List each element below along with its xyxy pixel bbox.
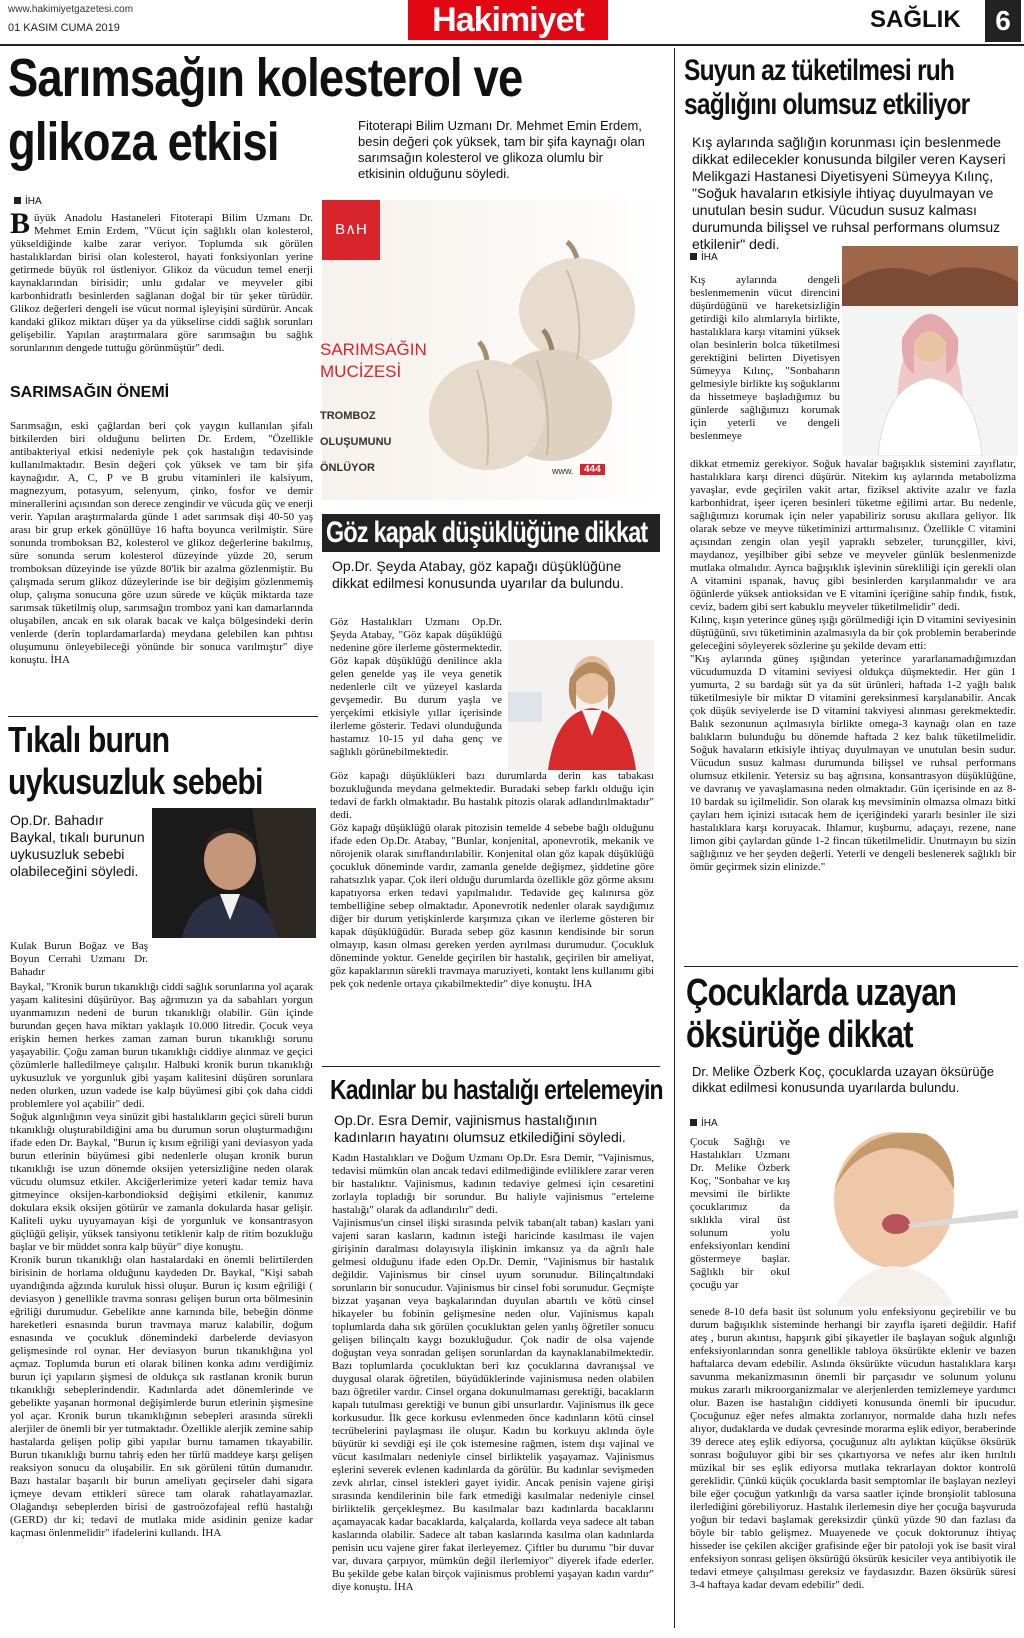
article-title-garlic-1: Sarımsağın kolesterol ve	[8, 48, 523, 108]
article-body-eyelid: Göz kapağı düşüklükleri bazı durumlarda derin kas tabakası bozukluğunda meydana gelmektedir. Buradaki sebep farklı olduğu için tedavi de farklı olmaktadır. Bu hastalık pitozis olarak adlandırılmaktadır" dedi. Göz kapağı düşüklüğü olarak pitozisin temelde 4 sebebe bağlı olduğunu ifade eden Op.Dr. Atabay, "Bunlar, konjenital, aponevrotik, mekanik ve nörojenik olarak sınıflandırılabilir. Konjenital olan göz kapak düşüklüğü çocukluk döneminde vardır, zamanla genelde değişmez, şiddetine göre rahatsızlık yapar. Çok ileri olduğu durumlarda özellikle göz görme aksını kapatıyorsa erken tedavi yapılmalıdır. Tedavide geç kalınırsa göz tembelliğine sebep olmaktadır. Aponevrotik nedenler olarak saydığımız diğer bir durum yetişkinlerde karşımıza çıkan ve ilerleme gösteren bir kapak düşüklüğüdür. Burada sebep göz kasının kendisinde bir sorun olmayıp, kasın olması gereken yerden ayrılması durumudur. Çocukluk döneminde yoktur. Genelde geçirilen bir hastalık, geçirilen bir ameliyat, göz kapaklarının sürekli travmaya maruziyeti, kontakt lens kullanımı gibi pek çok nedenle ortaya çıkabilmektedir" diye konuştu. İHA	[330, 770, 654, 990]
divider	[322, 1066, 660, 1067]
divider	[8, 716, 318, 717]
ad-word-1: TROMBOZ	[320, 410, 376, 422]
article-body-garlic-1	[10, 207, 313, 355]
paragraph: üyük Anadolu Hastaneleri Fitoterapi Bilim Uzmanı Dr. Mehmet Emin Erdem, "Vücut için sağlıklı olan kolesterol, yükseldiğinde kalbe zarar veriyor. Toplumda sık görülen hastalıklardan birisi olan kolesterol, hayati fonksiyonları yerine getirmede büyük rol üstleniyor. Glikoz da vücudun temel enerji kaynaklarından birisidir; unlu gıdalar ve meyveler gibi karbonhidratlı besinlerden sağlanan doğal bir tür şeker türüdür. Glikoz değerleri dengeli ise vücut normal işleyişini sürdürür. Ancak kandaki glikoz miktarı düşer ya da yükselirse ciddi sağlık sorunları gelişebilir. Yapılan araştırmalara göre sarımsağın bu sağlık sorunlarının dengede tuttuğu görünmüştür" dedi.	[10, 212, 313, 354]
child-photo	[796, 1120, 1018, 1306]
garlic-image	[417, 240, 657, 480]
newspaper-logo: Hakimiyet	[408, 0, 608, 40]
drop-cap: B	[10, 207, 31, 240]
source-tag: İHA	[14, 196, 42, 207]
ad-word-2: OLUŞUMUNU	[320, 436, 392, 448]
article-title-cough-1: Çocuklarda uzayan	[686, 972, 957, 1014]
article-body-nose: Baykal, "Kronik burun tıkanıklığı ciddi sağlık sorunlarına yol açarak yaşam kalitesini düşürüyor. Baş ağrımızın ya da sabahları yorgun uyanmamızın nedeni de burun tıkanıklığı olabilir. Gün içinde burundan geçen hava miktarı yaklaşık 10.000 litredir. Çocuk veya erişkin hemen herkes zaman zaman burun tıkanıklığı sorunu yaşayabilir. Çoğu zaman burun tıkanıklığı ciddiye alınmaz ve geçici çözümlerle halledilmeye çalışılır. Halbuki kronik burun tıkanıklığı uykusuzluk ve yorgunluk gibi yaşam kalitesini düşüren sorunlara neden olurken, uzun vadede ise kalp büyümesi gibi çok daha ciddi problemlere yol açabilir" dedi. Soğuk algınlığının veya sinüzit gibi hastalıkların geçici süreli burun tıkanıklığı oluşturabildiğini ama bu durumun sorun oluşturmadığını ifade eden Dr. Baykal, "Burun iç kısım eğriliği yani deviasyon yada burun etlerinin büyümesi gibi nedenlerle oluşan kronik burun tıkanıklığı ise uzun dönemde oksijen yetersizliğine neden olarak vücudu olumsuz etkiler. Akciğerlerimize yeteri kadar temiz hava gitmeyince oksijen-karbondioksid değişimi etkilenir, kanımız dokulara eksik oksijen götürür ve zamanla dokularda hasar gelişir. Kaliteli uyku uyuyamayan kişi de yorgunluk ve konsantrasyon güçlüğü gelişir, yüksek tansiyonu tetiklenir kalp de ritim bozukluğu başlar ve bir müddet sonra kalp büyür" diye konuştu. Kronik burun tıkanıklığı olan hastalardaki en önemli belirtilerden birisinin de horlama olduğunu kaydeden Dr. Baykal, "Kişi sabah uyandığında ağzında kuruluk hissi oluşur. Burun iç kısım eğriliği ( deviasyon ) genellikle travma sonrası gelişen burun orta bölmesinin eğriliği durumudur. Gebelikte anne karnında bile, bebeğin dönme hareketleri esnasında burun travmaya maruz kalabilir, doğum esnasında ve çocukluk dönemindeki darbelerde deviasyon gelişmesinde rol oynar. Her deviasyon burun tıkanıklığına yol açmaz. Toplumda burun eti olarak bilinen konka adını verdiğimiz burun içi yapıların şişmesi de oldukça sık rastlanan kronik burun tıkanıklığı sebeplerindendir. Kadınlarda adet dönemlerinde ve gebelikte yaşanan hormonal değişimlerde burun etlerinin şişmesine yol açar. Kronik burun tıkanıklığının sebepleri arasında sürekli alerjiler de önemli bir yer tutmaktadır. Özellikle alerjik zemine sahip hastalarda gelişen polip gibi yapılar burnu tamamen tıkayabilir. Burun tıkanıklığı burnu tahriş eden her türlü maddeye karşı gelişen reaksiyon sonucu da oluşabilir. En sık görüleni tütün dumanıdır. Bazı hastalar başarılı bir burun ameliyatı geçirseler dahi sigara içmeye devam ettikleri sürece tam olarak rahatlayamazlar. Olağandışı sebeplerden birisi de gastroözofajeal reflü hastalığı (GERD) dır ki; tedavi de mutlaka mide asidinin genize kadar kaçması önlenmelidir" ifadelerini kullandı. İHA	[10, 981, 313, 1539]
ad-word-3: ÖNLÜYOR	[320, 462, 375, 474]
issue-date: 01 KASIM CUMA 2019	[8, 22, 120, 34]
article-body-vaginismus: Kadın Hastalıkları ve Doğum Uzmanı Op.Dr. Esra Demir, "Vajinismus, tedavisi mümkün olan ancak tedavi edilmediğinde evliliklere zarar veren bir hastalıktır. Vajinismus, kadının tedaviye gelmesi için cesaretini zorlayla topladığı bir sorundur. Bu haliyle vajinismus "erteleme hastalığı" olarak da adlandırılır" dedi. Vajinismus'un cinsel ilişki sırasında pelvik taban(alt taban) kasları yani vajeni saran kasların, kadının isteği haricinde kasılması ile vajen girişinin daralması dolayısıyla ilişkinin imkansız ya da ağrılı hale gelmesi olduğunu ifade eden Op.Dr. Demir, "Vajinismus bir hastalık değildir. Vajinismus bir cinsel uyum sorunudur. Bilinçaltındaki sorunların bir sonucudur. Vajinismus bir cinsel fobi sorunudur. Geçmişte bizzat yaşanan veya başkalarından duyulan abartılı ve kötü cinsel hikayeler bu fobinin gelişmesine neden olur. Vajinismus kapalı toplumlarda daha sık görülen çocukluktan gelen yanlış öğretiler sonucu gelişen bilinçaltı kaygı bozukluğudur. Çok nadir de olsa vajende doğuştan veya sonradan gelişen sorunlardan da kaynaklanabilmektedir. Bazı toplumlarda çocukluktan beri kız çocuklarına davranışsal ve duygusal olarak öğretilen, büyüdüklerinde vajinismusa neden olabilen bazı öğretiler vardır. Cinsel organa dokunulmaması gerektiği, bacakların kapalı tutulması gerektiği ve bunun gibi unsurlardır. Vajinismus ilk gece korkusudur. İlk gece korkusu evlenmeden önce kadınların kötü cinsel tecrübelerini paylaşması ile oluşur. Kadın bu korkuyu aklında öyle büyütür ki sevdiği eşi ile çok istemesine rağmen, istem dışı vajinal ve vücut kasılmaları nedeniyle cinsel birliktelik yaşayamaz. Vajinismus eşlerini severek evlenen kadınlarda da görülür. Bu kadınlar sevişmeden zevk alırlar, cinsel istekleri gayet iyidir. Ancak penisin vajene girişi sırasında kendilerinin bile fark etmediği kasılmalar nedeniyle cinsel birliktelik gerçekleşmez. Bu kasılmalar bazı kadınlarda bacaklarını açamayacak kadar bacaklarda, kalçalarda, kollarda veya sadece alt taban kaslarında olabilir. Sadece alt taban kaslarında kasılma olan kadınlarda penisin ucu vajene girer fakat ilerleyemez. Çiftler bu durumu "bir duvar var, duvara çarpıyor, mümkün değil ilerlemiyor" diyerek ifade ederler. Bu şekilde gebe kalan birçok vajinismus problemi yaşayan kadın vardır" diye konuştu. İHA	[332, 1152, 654, 1593]
article-intro-nose: Kulak Burun Boğaz ve Baş Boyun Cerrahi Uzmanı Dr. Bahadır	[10, 940, 148, 978]
site-url: www.hakimiyetgazetesi.com	[8, 4, 134, 15]
article-body-garlic-2: Sarımsağın, eski çağlardan beri çok yaygın kullanılan şifalı bitkilerden biri olduğunu belirten Dr. Erdem, "Özellikle antibakteriyal etkisi nedeniyle pek çok hastalığın tedavisinde kullanılmaktadır. Besin değeri çok yüksek ve tam bir şifa kaynağıdır. A, C, P ve B grubu vitaminleri ile kalsiyum, magnezyum, potasyum, selenyum, çinko, fosfor ve demir minerallerini açısından son derece zengindir ve vücuda güç ve enerji verir. Yapılan araştırmalarda günde 1 adet sarımsak dişi 40-50 yaş arası bir grup erkek gönüllüye 16 hafta boyunca verilmiştir. Süre sonunda tromboksan B2, kolesterol ve glikoz değerlerine bakılmış, süre sonunda serum kolesterol düzeyinde yüzde 20, serum tromboksan düzeyinde ise yüzde 80'lik bir azalma gözlenmiştir. Bu çalışmada serum glikoz düzeylerinde ise bir değişim gözlenmemiş olup, çalışma sonucuna göre uzun sürede ve küçük miktarda taze sarımsak tüketilmiş olup, sarımsağın tromboz yani kan damarlarında oluşabilen, ancak en sık olarak bacak ve kalça bölgesindeki derin venlerde (derin toplardamarlarda) meydana gelebilen kan pıhtısı oluşumunu önleyebileceği yönünde bir sonuca varılmıştır" diye konuştu. İHA	[10, 420, 313, 666]
article-title-water-2: sağlığını olumsuz etkiliyor	[684, 88, 970, 121]
divider	[684, 966, 1018, 967]
article-lead-eyelid: Op.Dr. Şeyda Atabay, göz kapağı düşüklüğüne dikkat edilmesi konusunda uyarılar da bulundu.	[332, 558, 624, 591]
article-title-nose-1: Tıkalı burun	[8, 719, 170, 760]
article-title-vaginismus: Kadınlar bu hastalığı ertelemeyin	[330, 1074, 663, 1105]
dietitian-photo	[842, 246, 1018, 456]
article-lead-nose: Op.Dr. Bahadır Baykal, tıkalı burunun uykusuzluk sebebi olabileceğini söyledi.	[10, 812, 145, 879]
article-body-cough: senede 8-10 defa basit üst solunum yolu enfeksiyonu geçirebilir ve bu durum bağışıklık sisteminde herhangi bir zayıfla işareti değildir. Hafif ateş , burun akıntısı, hapşırık gibi şikayetler ile başlayan soğuk algınlığı enfeksiyonlarından sonra genellikle tabloya öksürükte eklenir ve bazen haftalarca devam edebilir. Aslında öksürükte vücudun hastalıklara karşı savunma mekanizmasının önemli bir parçasıdır ve solunum yolunu mukus zararlı mikroorganizmalar ve alerjenlerden temizlemeye yardımcı olur. Bazen ise hastalığın ciddiyeti konusunda önemli bir ipucudur. Çocuğunuz eğer nefes almakta zorlanıyor, normalde daha hızlı nefes alıyor, dudaklarda ve dudak çevresinde morarma eşlik ediyor, beraberinde 39 derece ateş eşlik ediyorsa, çocuğunuz altı aylıktan küçükse öksürük sonrası boğuluyor gibi bir ses çıkartıyorsa ve nefes alır iken hırıltılı müzikal bir ses eşlik ediyorsa mutlaka tekrarlayan doktor kontrolü gereklidir. Çünkü küçük çocuklarda basit semptomlar ile başlayan nezleyi bile eğer çocuğun yatkınlığı da varsa saatler içinde bronşiolit tablosuna ilerlediğini görebiliyoruz. Hastalık ilerlemesin diye her çocuğa başvuruda yoğun bir tedavi başlamak gereksizdir çünkü yüzde 90 dan fazlası da böyle bir tablo gelişmez. Muayenede ve çocuk doktorunuz ihtiyaç hisseder ise çekilen akciğer grafisinde eğer bir patoloji yok ise basit viral enfeksiyon sonrası gelişen öksürüğü öksürük kesiciler veya antibiyotik ile tedavi etmeye çalışılması gereksiz ve faydasızdır. Bazen öksürük süresi 3-4 haftaya kadar devam edebilir" dedi.	[690, 1306, 1016, 1591]
source-tag: İHA	[690, 1118, 718, 1129]
article-intro-water: Kış aylarında dengeli beslenmemenin vücut direncini düşürdüğünü ve hareketsizliğin getirdiği kilo alımlarıyla birlikte, hastalıklara karşı vitamini yüksek olan besinlerin bolca tüketilmesi gerektiğini belirten Diyetisyen Sümeyya Kılınç, "Sonbaharın gelmesiyle birlikte kış soğuklarını da hissetmeye başladığımız bu günlerde sağlığımızı korumak için yeterli ve dengeli beslenmeye	[690, 274, 841, 442]
header-rule	[0, 44, 1024, 46]
ad-headline-2: MUCİZESİ	[320, 362, 402, 381]
article-lead-garlic: Fitoterapi Bilim Uzmanı Dr. Mehmet Emin Erdem, besin değeri çok yüksek, tam bir şifa kaynağı olan sarımsağın kolesterol ve glikoza olumlu bir etkisinin olduğunu söyledi.	[358, 118, 645, 181]
article-intro-eyelid: Göz Hastalıkları Uzmanı Op.Dr. Şeyda Atabay, "Göz kapak düşüklüğü nedenine göre ilerleme göstermektedir. Göz kapak düşüklüğü denilince akla gelen genelde yaş ile veya genetik nedenlerle cilt ve yüzeyel kaslarda gevşemedir. Bu durum yaşla ve yerçekimi etkisiyle yıllar içerisinde ilerleme gösterir. Tedavi olunduğunda hastamız 10-15 yıl daha genç ve sağlıklı görünebilmektedir.	[330, 616, 502, 758]
section-label: SAĞLIK	[870, 6, 961, 33]
article-intro-cough: Çocuk Sağlığı ve Hastalıkları Uzmanı Dr. Melike Özberk Koç, "Sonbahar ve kış mevsimi ile birlikte çocuklarımız da sıklıkla viral üst solunum yolu enfeksiyonları kendini göstermeye başlar. Sağlıklı bir okul çocuğu yar	[690, 1136, 790, 1291]
article-lead-water: Kış aylarında sağlığın korunması için beslenmede dikkat edilecekler konusunda bilgiler veren Kayseri Melikgazi Hastanesi Diyetisyeni Sümeyya Kılınç, "Soğuk havaların etkisiyle ihtiyaç duyulmayan ve unutulan besin sudur. Vücudun susuz kalması durumunda bilişsel ve ruhsal performans olumsuz etkilenir" dedi.	[692, 134, 1006, 252]
page-number: 6	[985, 0, 1021, 42]
article-title-nose-2: uykusuzluk sebebi	[8, 761, 263, 802]
article-title-eyelid: Göz kapak düşüklüğüne dikkat	[326, 516, 648, 549]
article-body-water: dikkat etmemiz gerekiyor. Soğuk havalar bağışıklık sistemini zayıflatır, hastalıklara karşı direnci düşürür. Nitekim kış aylarında metabolizma yavaşlar, evde geçirilen vakit artar, fiziksel aktivite azalır ve fazla karbonhidrat, işeer içeren besinleri tüketme eğilimi artar. Bu nedenle, sağlığımızı korumak için neler yapabiliriz sorusu akıllara geliyor. İlk olarak sebze ve meyve tüketiminizi arttırmalısınız. Özellikle C vitamini açısından zengin olan yeşil yapraklı sebzeler, turunçgiller, kivi, maydanoz, yeşilbiber gibi sebze ve meyveler günlük beslenmenizde mutlaka olmalıdır. Ayrıca bağışıklık işlevinin sürekliliği için gerekli olan A vitamini ıspanak, havuç gibi besinlerden karşılanmalıdır ve ara öğünlerde yüksek antioksidan ve E vitamini içeriğine sahip fındık, fıstık, ceviz, badem gibi sert kabuklu meyveler tüketilmelidir" dedi. Kılınç, kışın yeterince güneş ışığı görülmediği için D vitamini seviyesinin düştüğünü, sıvı tüketiminin azalmasıyla da bir çok problemin beraberinde geleceğini söyleyerek sözlerine şu şekilde devam etti: "Kış aylarında güneş ışığından yeterince yararlanamadığımızdan vücudumuzda D vitamini seviyesi oldukça düşmektedir. Her gün 1 yumurta, 2 su bardağı süt ya da süt ürünleri, haftada 1-2 yağlı balık tüketilmesiyle bir miktar D vitamini gereksinmesi karşılanabilir. Ancak çok düşük seviyelerde ise D vitamini takviyesi alınması gerekmektedir. Balık sezonunun açılmasıyla birlikte omega-3 kaynağı olan en taze balıkların bulunduğu bu dönemde haftada 2 kez balık tüketilmelidir. Soğuk havaların etkisiyle ihtiyaç duyulmayan ve unutulan besin sudur. Vücudun susuz kalması durumunda bilişsel ve ruhsal performans olumsuz etkilenir. Yetersiz su baş ağrısına, konsantrasyon düşüklüğüne, ve davranış ve yavaşlamasına neden olmaktadır. Gün içerisinde en az 8-10 bardak su içilmelidir. Son olarak kış mevsiminin olmazsa olmazı bitki çayları hem içinizi ısıtacak hem de içeriğindeki yararlı besinler ile sizi hastalıklara karşı koruyacak. Ihlamur, kuşburnu, adaçayı, rezene, nane limon gibi çaylardan günde 1-2 fincan tüketilmelidir. Unutmayın bu sizin sağlığınız ve her şeyden değerli. Yeterli ve dengeli beslenerek sağlıklı bir ömür geçirmek sizin elinizde."	[690, 458, 1016, 873]
ad-headline-1: SARIMSAĞIN	[320, 340, 427, 359]
hospital-logo: B∧H	[322, 200, 380, 260]
article-lead-vaginismus: Op.Dr. Esra Demir, vajinismus hastalığının kadınların hayatını olumsuz etkilediğini söyledi.	[334, 1112, 626, 1145]
article-title-cough-2: öksürüğe dikkat	[686, 1014, 913, 1056]
ad-phone: 444	[580, 464, 605, 475]
article-lead-cough: Dr. Melike Özberk Koç, çocuklarda uzayan öksürüğe dikkat edilmesi konusunda uyarılarda bulundu.	[692, 1064, 995, 1095]
column-rule	[674, 48, 675, 1628]
doctor-photo-seyda	[508, 640, 654, 770]
doctor-photo-bahadir	[152, 808, 316, 938]
article-title-water-1: Suyun az tüketilmesi ruh	[684, 54, 955, 87]
subheading-garlic: SARIMSAĞIN ÖNEMİ	[10, 384, 170, 401]
garlic-ad	[322, 200, 660, 500]
source-tag: İHA	[690, 252, 718, 263]
ad-url: www.	[552, 466, 574, 476]
article-title-garlic-2: glikoza etkisi	[8, 112, 279, 172]
